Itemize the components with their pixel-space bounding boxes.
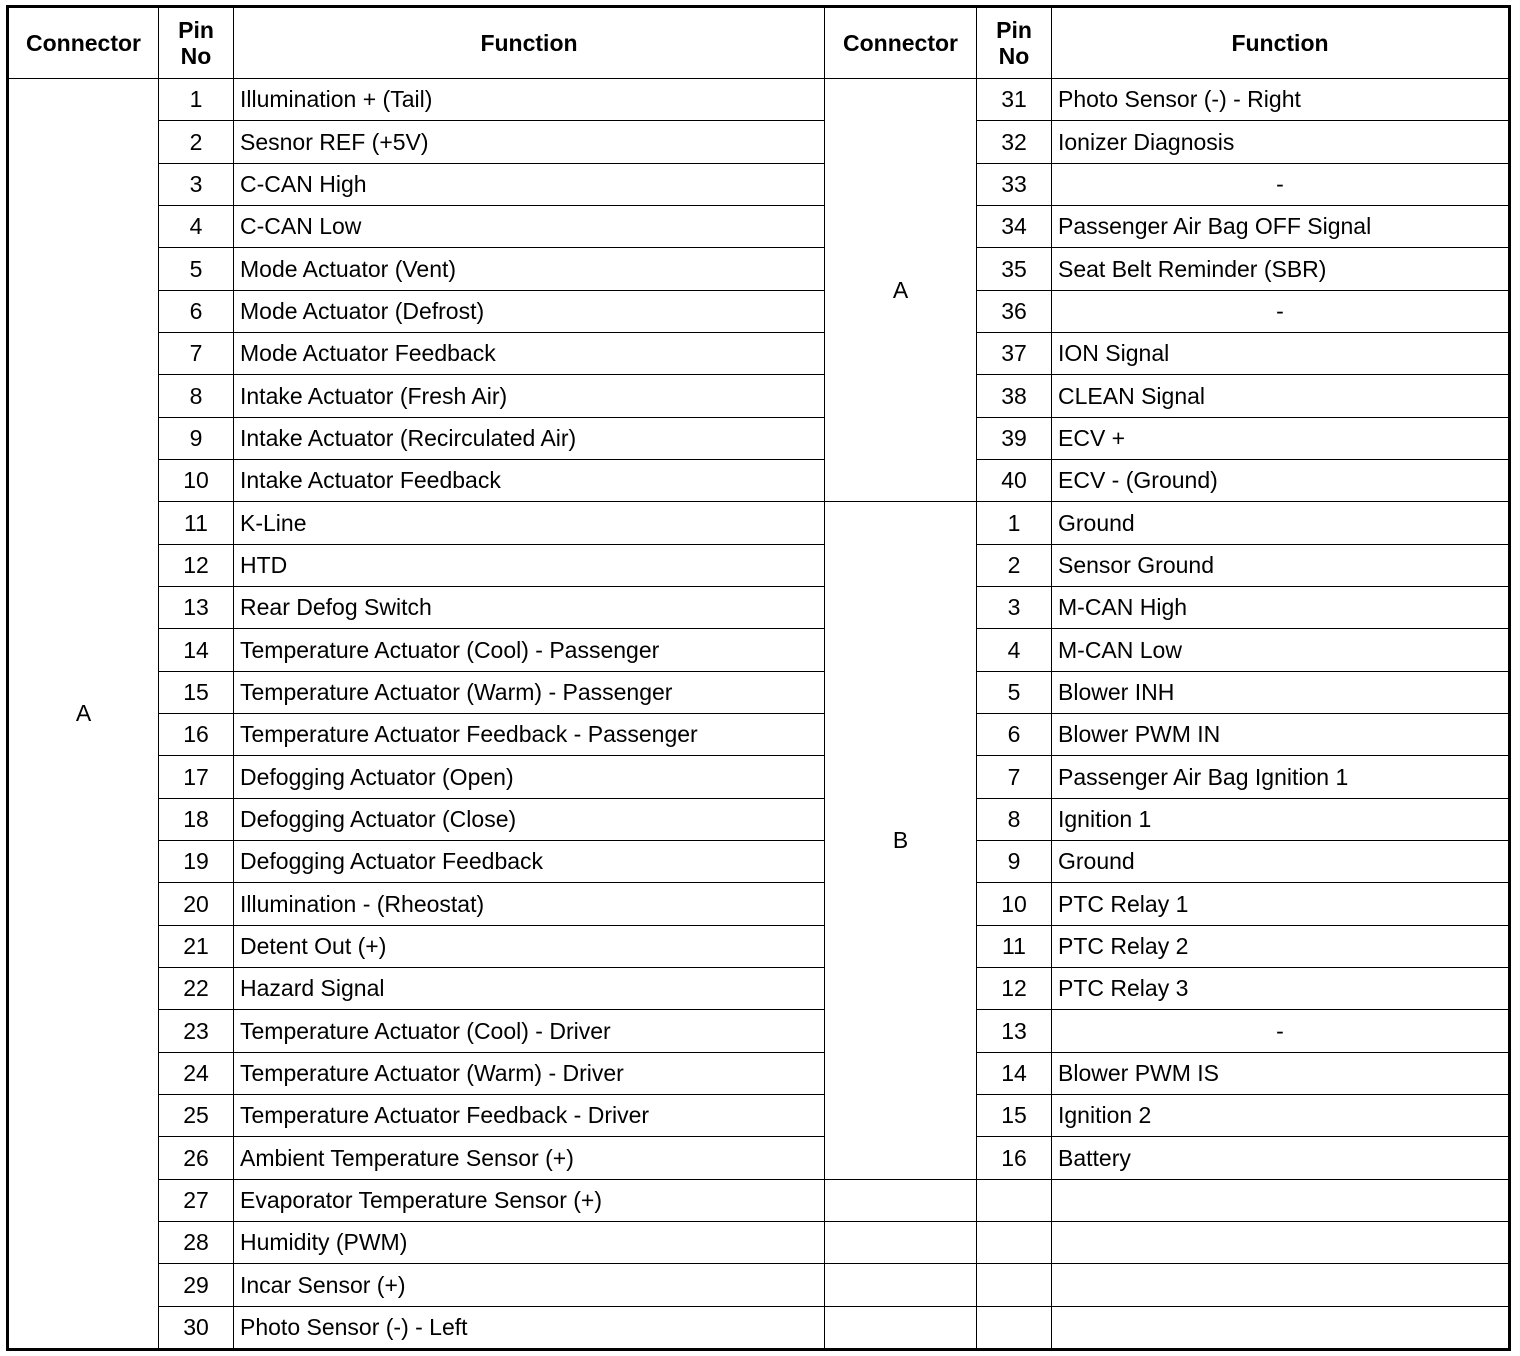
empty-cell <box>825 1306 977 1349</box>
right-function-cell: Blower PWM IS <box>1052 1052 1510 1094</box>
table-row <box>8 502 1510 544</box>
left-pin-cell: 30 <box>159 1306 234 1349</box>
left-pin-cell: 8 <box>159 375 234 417</box>
left-function-cell: Intake Actuator Feedback <box>234 459 825 501</box>
right-pin-cell: 3 <box>977 586 1052 628</box>
left-function-cell: Illumination - (Rheostat) <box>234 883 825 925</box>
empty-cell <box>1052 1179 1510 1221</box>
empty-cell <box>1052 1264 1510 1306</box>
right-pin-cell: 14 <box>977 1052 1052 1094</box>
right-connector-cell: A <box>825 79 977 502</box>
left-function-cell: Rear Defog Switch <box>234 586 825 628</box>
table-row <box>8 121 1510 163</box>
table-row <box>8 713 1510 755</box>
table-row <box>8 1010 1510 1052</box>
left-pin-cell: 13 <box>159 586 234 628</box>
right-function-cell: PTC Relay 2 <box>1052 925 1510 967</box>
left-pin-cell: 11 <box>159 502 234 544</box>
right-function-cell: - <box>1052 1010 1510 1052</box>
table-row <box>8 417 1510 459</box>
left-function-cell: Ambient Temperature Sensor (+) <box>234 1137 825 1179</box>
right-function-cell: Sensor Ground <box>1052 544 1510 586</box>
left-pin-cell: 15 <box>159 671 234 713</box>
left-function-cell: K-Line <box>234 502 825 544</box>
table-row <box>8 205 1510 247</box>
left-function-cell: C-CAN High <box>234 163 825 205</box>
table-row <box>8 375 1510 417</box>
right-pin-cell: 6 <box>977 713 1052 755</box>
left-function-cell: Mode Actuator (Defrost) <box>234 290 825 332</box>
empty-cell <box>825 1264 977 1306</box>
right-connector-cell: B <box>825 502 977 1179</box>
left-pin-cell: 1 <box>159 79 234 121</box>
table-row <box>8 1179 1510 1221</box>
empty-cell <box>825 1221 977 1263</box>
header-function-left: Function <box>234 7 825 79</box>
right-function-cell: M-CAN Low <box>1052 629 1510 671</box>
right-pin-cell: 11 <box>977 925 1052 967</box>
right-pin-cell: 16 <box>977 1137 1052 1179</box>
left-pin-cell: 7 <box>159 332 234 374</box>
table-row <box>8 1221 1510 1263</box>
header-pin-left: Pin No <box>159 7 234 79</box>
table-row <box>8 459 1510 501</box>
right-pin-cell: 36 <box>977 290 1052 332</box>
left-function-cell: Defogging Actuator (Open) <box>234 756 825 798</box>
right-function-cell: Ground <box>1052 502 1510 544</box>
right-function-cell: CLEAN Signal <box>1052 375 1510 417</box>
left-function-cell: Temperature Actuator Feedback - Passenger <box>234 713 825 755</box>
left-function-cell: Temperature Actuator (Cool) - Driver <box>234 1010 825 1052</box>
left-function-cell: HTD <box>234 544 825 586</box>
right-function-cell: Battery <box>1052 1137 1510 1179</box>
right-pin-cell: 15 <box>977 1094 1052 1136</box>
left-function-cell: Intake Actuator (Recirculated Air) <box>234 417 825 459</box>
right-function-cell: PTC Relay 1 <box>1052 883 1510 925</box>
right-function-cell: - <box>1052 290 1510 332</box>
left-pin-cell: 16 <box>159 713 234 755</box>
right-pin-cell: 34 <box>977 205 1052 247</box>
left-pin-cell: 23 <box>159 1010 234 1052</box>
left-function-cell: Hazard Signal <box>234 967 825 1009</box>
left-pin-cell: 19 <box>159 840 234 882</box>
right-function-cell: Ionizer Diagnosis <box>1052 121 1510 163</box>
left-pin-cell: 12 <box>159 544 234 586</box>
right-function-cell: Blower PWM IN <box>1052 713 1510 755</box>
right-pin-cell: 7 <box>977 756 1052 798</box>
right-pin-cell: 12 <box>977 967 1052 1009</box>
right-function-cell: Blower INH <box>1052 671 1510 713</box>
table-row <box>8 1137 1510 1179</box>
right-function-cell: M-CAN High <box>1052 586 1510 628</box>
right-function-cell: ECV + <box>1052 417 1510 459</box>
left-pin-cell: 14 <box>159 629 234 671</box>
left-function-cell: Evaporator Temperature Sensor (+) <box>234 1179 825 1221</box>
left-pin-cell: 5 <box>159 248 234 290</box>
table-row <box>8 798 1510 840</box>
left-pin-cell: 18 <box>159 798 234 840</box>
left-function-cell: Temperature Actuator Feedback - Driver <box>234 1094 825 1136</box>
right-pin-cell: 10 <box>977 883 1052 925</box>
header-function-right: Function <box>1052 7 1510 79</box>
right-function-cell: PTC Relay 3 <box>1052 967 1510 1009</box>
right-function-cell: - <box>1052 163 1510 205</box>
right-function-cell: Ignition 2 <box>1052 1094 1510 1136</box>
left-pin-cell: 10 <box>159 459 234 501</box>
right-pin-cell: 32 <box>977 121 1052 163</box>
right-pin-cell: 2 <box>977 544 1052 586</box>
right-pin-cell: 39 <box>977 417 1052 459</box>
left-pin-cell: 6 <box>159 290 234 332</box>
left-pin-cell: 24 <box>159 1052 234 1094</box>
right-function-cell: Passenger Air Bag Ignition 1 <box>1052 756 1510 798</box>
left-pin-cell: 20 <box>159 883 234 925</box>
right-pin-cell: 40 <box>977 459 1052 501</box>
table-row <box>8 1052 1510 1094</box>
right-function-cell: Photo Sensor (-) - Right <box>1052 79 1510 121</box>
left-function-cell: Illumination + (Tail) <box>234 79 825 121</box>
table-row <box>8 290 1510 332</box>
header-pin-right: Pin No <box>977 7 1052 79</box>
right-function-cell: Ground <box>1052 840 1510 882</box>
right-function-cell: ION Signal <box>1052 332 1510 374</box>
table-row <box>8 925 1510 967</box>
left-pin-cell: 17 <box>159 756 234 798</box>
pin-table <box>6 5 1511 1351</box>
right-function-cell: ECV - (Ground) <box>1052 459 1510 501</box>
right-pin-cell: 8 <box>977 798 1052 840</box>
left-pin-cell: 27 <box>159 1179 234 1221</box>
left-function-cell: Mode Actuator Feedback <box>234 332 825 374</box>
empty-cell <box>977 1264 1052 1306</box>
left-pin-cell: 28 <box>159 1221 234 1263</box>
table-row <box>8 163 1510 205</box>
left-pin-cell: 4 <box>159 205 234 247</box>
left-function-cell: Humidity (PWM) <box>234 1221 825 1263</box>
left-pin-cell: 22 <box>159 967 234 1009</box>
header-connector-right: Connector <box>825 7 977 79</box>
right-pin-cell: 35 <box>977 248 1052 290</box>
right-pin-cell: 31 <box>977 79 1052 121</box>
table-row <box>8 1094 1510 1136</box>
left-function-cell: Temperature Actuator (Warm) - Passenger <box>234 671 825 713</box>
table-row <box>8 248 1510 290</box>
right-pin-cell: 38 <box>977 375 1052 417</box>
right-pin-cell: 33 <box>977 163 1052 205</box>
table-row <box>8 629 1510 671</box>
table-row <box>8 332 1510 374</box>
empty-cell <box>977 1306 1052 1349</box>
left-pin-cell: 21 <box>159 925 234 967</box>
table-row <box>8 1306 1510 1349</box>
right-pin-cell: 4 <box>977 629 1052 671</box>
empty-cell <box>977 1221 1052 1263</box>
left-pin-cell: 2 <box>159 121 234 163</box>
left-function-cell: Detent Out (+) <box>234 925 825 967</box>
left-pin-cell: 29 <box>159 1264 234 1306</box>
empty-cell <box>825 1179 977 1221</box>
left-connector-cell: A <box>8 79 159 1350</box>
right-pin-cell: 37 <box>977 332 1052 374</box>
table-row <box>8 756 1510 798</box>
left-function-cell: Temperature Actuator (Warm) - Driver <box>234 1052 825 1094</box>
left-function-cell: Mode Actuator (Vent) <box>234 248 825 290</box>
left-function-cell: Photo Sensor (-) - Left <box>234 1306 825 1349</box>
right-pin-cell: 5 <box>977 671 1052 713</box>
left-function-cell: Sesnor REF (+5V) <box>234 121 825 163</box>
left-pin-cell: 9 <box>159 417 234 459</box>
empty-cell <box>1052 1221 1510 1263</box>
left-function-cell: Intake Actuator (Fresh Air) <box>234 375 825 417</box>
left-pin-cell: 25 <box>159 1094 234 1136</box>
empty-cell <box>977 1179 1052 1221</box>
table-row <box>8 671 1510 713</box>
right-function-cell: Seat Belt Reminder (SBR) <box>1052 248 1510 290</box>
table-row <box>8 586 1510 628</box>
header-connector-left: Connector <box>8 7 159 79</box>
table-row <box>8 967 1510 1009</box>
left-function-cell: Incar Sensor (+) <box>234 1264 825 1306</box>
right-pin-cell: 1 <box>977 502 1052 544</box>
table-row <box>8 1264 1510 1306</box>
left-pin-cell: 26 <box>159 1137 234 1179</box>
table-row <box>8 883 1510 925</box>
left-function-cell: Defogging Actuator (Close) <box>234 798 825 840</box>
right-pin-cell: 9 <box>977 840 1052 882</box>
right-function-cell: Passenger Air Bag OFF Signal <box>1052 205 1510 247</box>
table-row <box>8 544 1510 586</box>
left-pin-cell: 3 <box>159 163 234 205</box>
left-function-cell: C-CAN Low <box>234 205 825 247</box>
empty-cell <box>1052 1306 1510 1349</box>
right-function-cell: Ignition 1 <box>1052 798 1510 840</box>
header-row <box>8 7 1510 79</box>
left-function-cell: Temperature Actuator (Cool) - Passenger <box>234 629 825 671</box>
table-row <box>8 840 1510 882</box>
left-function-cell: Defogging Actuator Feedback <box>234 840 825 882</box>
right-pin-cell: 13 <box>977 1010 1052 1052</box>
table-row <box>8 79 1510 121</box>
